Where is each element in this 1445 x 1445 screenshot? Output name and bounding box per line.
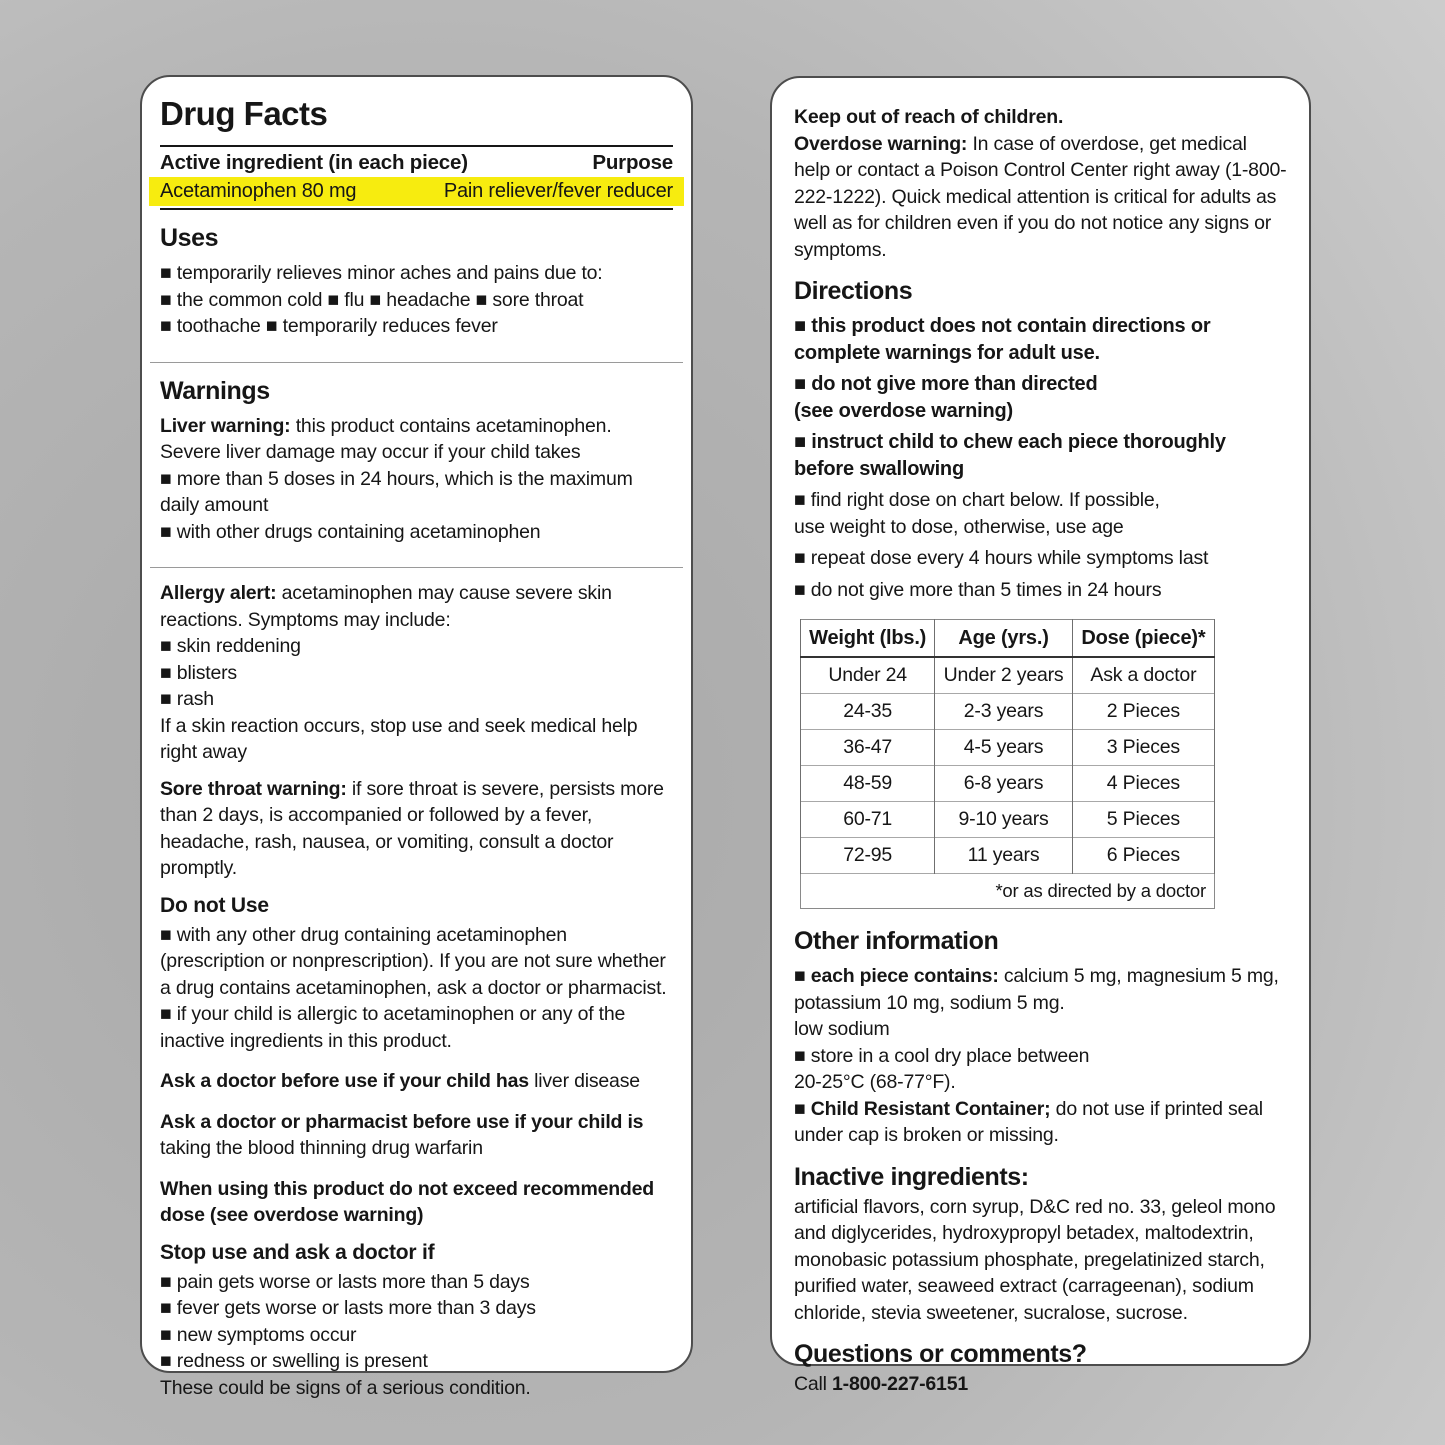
storage-note: ■ store in a cool dry place between 20-25°C (68-77°F). <box>794 1044 1090 1093</box>
spacer <box>160 568 673 580</box>
allergy-bullet-list: ■ skin reddening ■ blisters ■ rash <box>160 635 301 710</box>
black-rule <box>160 208 673 210</box>
dose-cell: 2-3 years <box>935 694 1072 730</box>
inactive-ingredients-text: artificial flavors, corn syrup, D&C red no. 33, geleol mono and diglycerides, hydroxypropyl betadex, maltodextrin, monobasic potassium phosphate, pregelatinized starch, purified water, seaweed extract (carrageenan), sodium chloride, stevia sweetener, sucralose, sucrose. <box>794 1195 1276 1324</box>
dose-cell: Under 24 <box>801 657 935 694</box>
dose-table-row <box>801 730 1215 766</box>
drug-facts-panel-left <box>140 75 693 1399</box>
liver-warning <box>160 413 673 466</box>
dose-table-footnote-row <box>801 874 1215 909</box>
overdose-warning <box>794 131 1287 264</box>
dose-table-header-dose: Dose (piece)* <box>1072 620 1214 658</box>
dose-table-row <box>801 802 1215 838</box>
active-ingredient-header: Active ingredient (in each piece) <box>160 151 468 174</box>
active-ingredient-purpose: Pain reliever/fever reducer <box>443 180 673 202</box>
sore-throat-text: if sore throat is severe, persists more than 2 days, is accompanied or followed by a fever, headache, rash, nausea, or vomiting, consult a doctor promptly. <box>160 777 664 879</box>
active-ingredient-name: Acetaminophen 80 mg <box>160 180 357 202</box>
direction-item: ■ find right dose on chart below. If possible, use weight to dose, otherwise, use age <box>794 489 1160 538</box>
child-resistant-text: do not use if printed seal under cap is broken or missing. <box>794 1097 1263 1146</box>
dose-table-row <box>801 838 1215 874</box>
do-not-use-heading: Do not Use <box>160 893 269 917</box>
allergy-footer: If a skin reaction occurs, stop use and seek medical help right away <box>160 714 638 763</box>
dose-cell: 48-59 <box>801 766 935 802</box>
direction-item: ■ this product does not contain directions or complete warnings for adult use. <box>794 315 1211 364</box>
call-line <box>794 1371 1287 1398</box>
liver-warning-label: Liver warning: <box>160 414 291 437</box>
stop-use-list: ■ pain gets worse or lasts more than 5 days ■ fever gets worse or lasts more than 3 days ■ new symptoms occur ■ redness or swelling is present <box>160 1270 536 1372</box>
liver-warning-bullet: ■ more than 5 doses in 24 hours, which is the maximum daily amount <box>160 467 633 516</box>
keep-out-warning: Keep out of reach of children. <box>794 106 1064 128</box>
dose-cell: 4 Pieces <box>1072 766 1214 802</box>
dose-cell: Ask a doctor <box>1072 657 1214 694</box>
sore-throat-warning <box>160 776 673 882</box>
dose-cell: 2 Pieces <box>1072 694 1214 730</box>
direction-item: ■ do not give more than 5 times in 24 hours <box>794 578 1162 601</box>
dose-cell: 5 Pieces <box>1072 802 1214 838</box>
dose-cell: 24-35 <box>801 694 935 730</box>
dose-cell: 60-71 <box>801 802 935 838</box>
dose-table-footnote: *or as directed by a doctor <box>801 874 1215 909</box>
drug-facts-panel-right <box>770 76 1311 1395</box>
dose-table-row <box>801 657 1215 694</box>
allergy-alert-label: Allergy alert: <box>160 582 277 604</box>
active-ingredient-row <box>149 177 684 206</box>
ask-pharmacist-label: Ask a doctor or pharmacist before use if your child is <box>160 1110 644 1133</box>
dose-cell: 6-8 years <box>935 766 1072 802</box>
ask-doctor <box>160 1068 673 1095</box>
liver-warning-text: this product contains acetaminophen. Severe liver damage may occur if your child takes <box>160 414 612 463</box>
liver-warning-bullet: ■ with other drugs containing acetaminophen <box>160 520 541 543</box>
inactive-ingredients-heading: Inactive ingredients: <box>794 1162 1029 1191</box>
phone-number: 1-800-227-6151 <box>832 1373 968 1395</box>
child-resistant-note <box>794 1096 1287 1149</box>
each-piece-text: calcium 5 mg, magnesium 5 mg, potassium 10 mg, sodium 5 mg. <box>794 965 1279 1014</box>
dose-cell: 3 Pieces <box>1072 730 1214 766</box>
stop-use-heading: Stop use and ask a doctor if <box>160 1240 435 1264</box>
section-divider <box>150 362 683 363</box>
questions-section <box>794 1340 1287 1398</box>
dose-table-header-weight: Weight (lbs.) <box>801 620 935 658</box>
uses-list: ■ temporarily relieves minor aches and pains due to: ■ the common cold ■ flu ■ headache ■ sore throat ■ toothache ■ temporarily reduces fever <box>160 262 603 337</box>
each-piece-contains <box>794 963 1287 1043</box>
direction-item: ■ repeat dose every 4 hours while symptoms last <box>794 547 1209 569</box>
call-label: Call <box>794 1373 833 1395</box>
black-rule <box>160 145 673 147</box>
overdose-warning-label: Overdose warning: <box>794 132 968 155</box>
ask-doctor-text: liver disease <box>528 1070 640 1092</box>
dose-cell: 6 Pieces <box>1072 838 1214 874</box>
child-resistant-label: ■ Child Resistant Container; <box>794 1097 1051 1120</box>
dose-table-header-age: Age (yrs.) <box>935 620 1072 658</box>
dose-cell: Under 2 years <box>935 657 1072 694</box>
questions-heading: Questions or comments? <box>794 1340 1087 1368</box>
dose-table-row <box>801 766 1215 802</box>
when-using-warning: When using this product do not exceed recommended dose (see overdose warning) <box>160 1177 655 1226</box>
do-not-use-bullet: ■ with any other drug containing acetaminophen (prescription or nonprescription). If you are not sure whether a drug contains acetaminophen, ask a doctor or pharmacist. <box>160 923 667 999</box>
uses-heading: Uses <box>160 224 219 252</box>
other-information-heading: Other information <box>794 927 999 955</box>
allergy-alert-text: acetaminophen may cause severe skin reactions. Symptoms may include: <box>160 582 612 631</box>
sore-throat-label: Sore throat warning: <box>160 777 347 800</box>
purpose-header: Purpose <box>592 151 673 174</box>
inactive-ingredients-section <box>794 1163 1287 1327</box>
dose-cell: 4-5 years <box>935 730 1072 766</box>
direction-item: ■ do not give more than directed (see overdose warning) <box>794 373 1098 422</box>
dose-cell: 9-10 years <box>935 802 1072 838</box>
ask-pharmacist-text: taking the blood thinning drug warfarin <box>160 1137 483 1159</box>
dose-cell: 72-95 <box>801 838 935 874</box>
dose-table <box>800 619 1215 909</box>
overdose-warning-text: In case of overdose, get medical help or contact a Poison Control Center right away (1-800-222-1222). Quick medical attention is critical for adults as well as for children even if you do not notice any signs or symptoms. <box>794 132 1287 261</box>
warnings-heading: Warnings <box>160 376 270 405</box>
ask-pharmacist <box>160 1109 673 1162</box>
spacer <box>160 545 673 567</box>
dose-cell: 36-47 <box>801 730 935 766</box>
allergy-alert <box>160 580 673 633</box>
each-piece-label: ■ each piece contains: <box>794 965 999 987</box>
ask-doctor-label: Ask a doctor before use if your child has <box>160 1070 529 1092</box>
spacer <box>160 340 673 362</box>
dose-table-row <box>801 694 1215 730</box>
direction-item: ■ instruct child to chew each piece thoroughly before swallowing <box>794 431 1226 480</box>
dose-cell: 11 years <box>935 838 1072 874</box>
directions-heading: Directions <box>794 277 913 305</box>
drug-facts-title: Drug Facts <box>160 95 328 132</box>
dose-table-header-row <box>801 620 1215 658</box>
low-sodium-note: low sodium <box>794 1018 890 1040</box>
active-ingredient-header-row <box>160 149 673 177</box>
do-not-use-bullet: ■ if your child is allergic to acetaminophen or any of the inactive ingredients in this product. <box>160 1003 626 1052</box>
stop-use-footer: These could be signs of a serious condition. <box>160 1376 531 1399</box>
